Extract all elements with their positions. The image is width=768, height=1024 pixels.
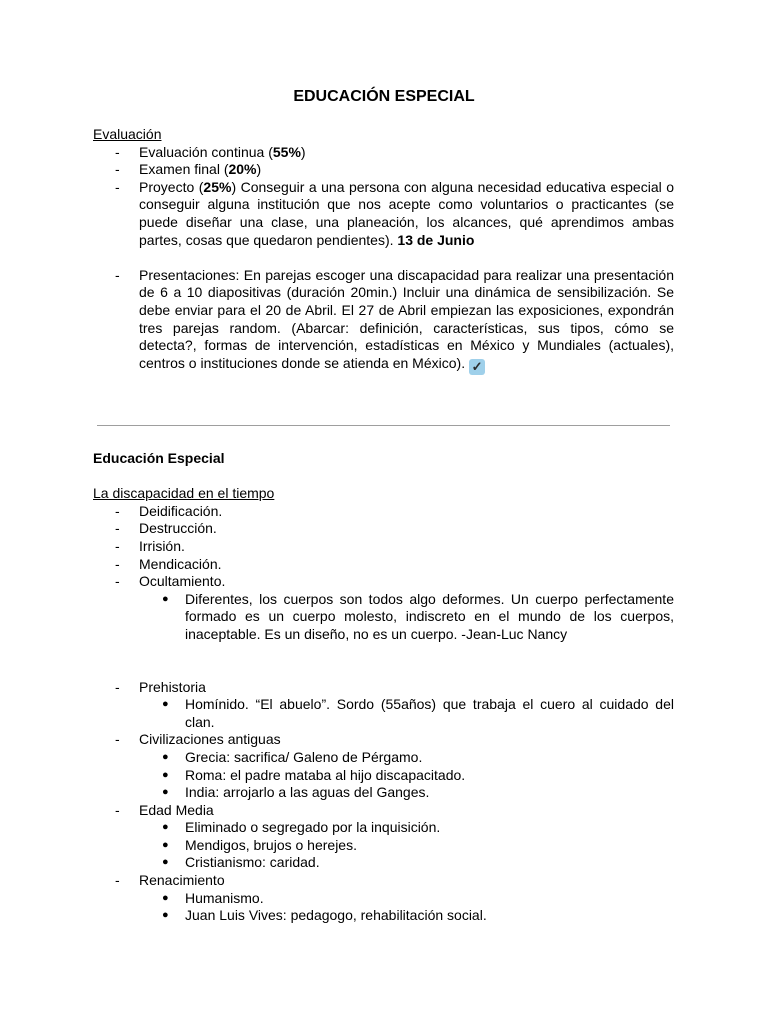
list-item: ● Cristianismo: caridad. <box>139 854 674 872</box>
special-education-heading: Educación Especial <box>93 450 225 466</box>
evaluation-item-proyecto: - Proyecto (25%) Conseguir a una persona con alguna necesidad educativa especial o conseguir alguna institución que nos acepte como voluntarios o practicantes (se puede diseñar una clase, una planeación, los alcances, qué aprendimos ambas partes, cosas que quedaron pendientes). 13 de Junio <box>93 179 674 249</box>
list-item: ● Juan Luis Vives: pedagogo, rehabilitación social. <box>139 907 674 925</box>
evaluation-item-presentaciones: - Presentaciones: En parejas escoger una discapacidad para realizar una presentación de 6 a 10 diapositivas (duración 20min.) Incluir una dinámica de sensibilización. Se debe enviar para el 20 de Abril. El 27 de Abril empiezan las exposiciones, expondrán tres parejas random. (Abarcar: definición, características, sus tipos, cómo se detecta?, formas de intervención, estadísticas en México y Mundiales (actuales), centros o instituciones donde se atienda en México). ✓ <box>93 267 674 375</box>
list-item: - Deidificación. <box>93 503 674 521</box>
list-item: - Destrucción. <box>93 520 674 538</box>
period-edad-media: - Edad Media ● Eliminado o segregado por la inquisición. ● Mendigos, brujos o herejes. ● Cristianismo: caridad. <box>93 802 674 872</box>
disability-stages-list <box>93 503 674 644</box>
nancy-quote: ● Diferentes, los cuerpos son todos algo deformes. Un cuerpo perfectamente formado es un cuerpo molesto, indiscreto en el mundo de los cuerpos, inaceptable. Es un diseño, no es un cuerpo. -Jean-Luc Nancy <box>139 591 674 644</box>
list-item: ● Mendigos, brujos o herejes. <box>139 837 674 855</box>
list-item: ● Homínido. “El abuelo”. Sordo (55años) que trabaja el cuero al cuidado del clan. <box>139 696 674 731</box>
evaluation-heading: Evaluación <box>93 126 162 142</box>
list-item: ● Grecia: sacrifica/ Galeno de Pérgamo. <box>139 749 674 767</box>
evaluation-item-examen: - Examen final (20%) <box>93 161 674 179</box>
list-item: ● Humanismo. <box>139 890 674 908</box>
disability-in-time-heading: La discapacidad en el tiempo <box>93 485 275 502</box>
list-item: - Mendicación. <box>93 556 674 574</box>
document-title: EDUCACIÓN ESPECIAL <box>293 88 475 105</box>
list-item: ● Eliminado o segregado por la inquisición. <box>139 819 674 837</box>
horizontal-divider <box>97 425 670 426</box>
check-mark-icon: ✓ <box>469 359 485 375</box>
presentations-list <box>93 267 674 375</box>
period-civilizaciones: - Civilizaciones antiguas ● Grecia: sacrifica/ Galeno de Pérgamo. ● Roma: el padre mataba al hijo discapacitado. ● India: arrojarlo a las aguas del Ganges. <box>93 731 674 801</box>
special-education-section <box>93 450 674 925</box>
quote-list <box>139 591 674 644</box>
period-renacimiento: - Renacimiento ● Humanismo. ● Juan Luis Vives: pedagogo, rehabilitación social. <box>93 872 674 925</box>
list-item: ● India: arrojarlo a las aguas del Ganges. <box>139 784 674 802</box>
list-item: ● Roma: el padre mataba al hijo discapacitado. <box>139 767 674 785</box>
list-item: - Irrisión. <box>93 538 674 556</box>
evaluation-section <box>93 126 674 375</box>
history-periods-list <box>93 679 674 925</box>
list-item-ocultamiento: - Ocultamiento. ● Diferentes, los cuerpos son todos algo deformes. Un cuerpo perfectamente formado es un cuerpo molesto, indiscreto en el mundo de los cuerpos, inaceptable. Es un diseño, no es un cuerpo. -Jean-Luc Nancy <box>93 573 674 643</box>
evaluation-list <box>93 144 674 250</box>
period-prehistoria: - Prehistoria ● Homínido. “El abuelo”. Sordo (55años) que trabaja el cuero al cuidado del clan. <box>93 679 674 732</box>
evaluation-item-continua: - Evaluación continua (55%) <box>93 144 674 162</box>
